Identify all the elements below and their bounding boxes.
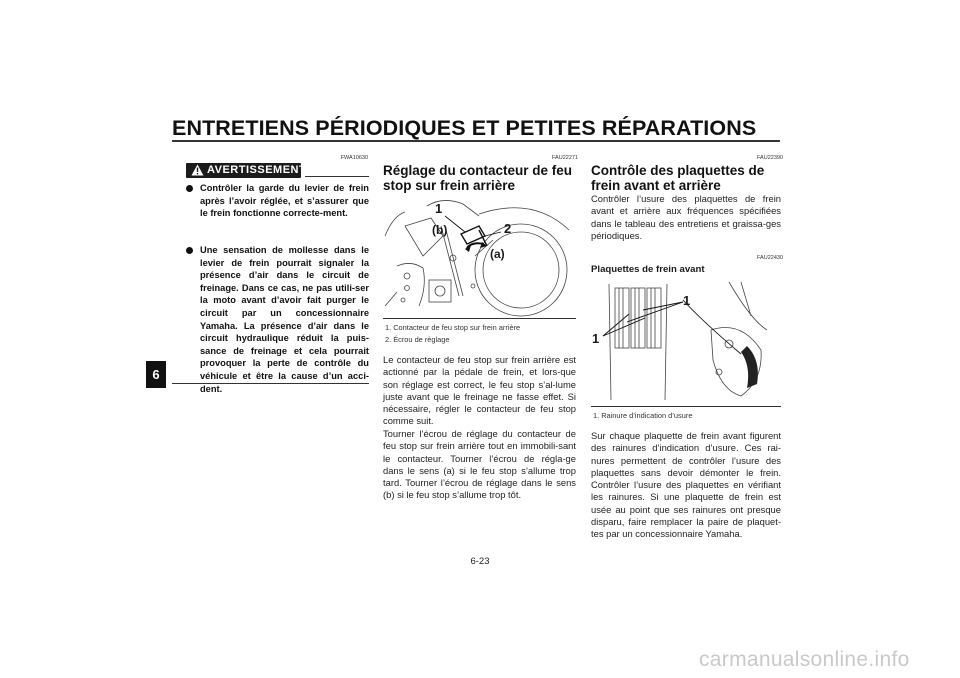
figure-label: (b) bbox=[432, 223, 448, 237]
warning-rule-top bbox=[305, 176, 369, 177]
warning-triangle-icon bbox=[191, 164, 204, 176]
figure-caption: 1. Rainure d’indication d’usure bbox=[593, 411, 693, 420]
warning-rule-bottom bbox=[172, 383, 369, 384]
brake-pad-figure bbox=[591, 280, 781, 404]
warning-bullet-text: Une sensation de mollesse dans le levier de frein pourrait signaler la présence d’air dans le circuit de freinage. Dans ce cas, ne pas utili-ser la moto avant d’avoir fait purger le circuit par un concessionnaire Yamaha. La présence d’air dans le circuit hydraulique réduit la puis-sance de freinage et cela pourrait provoquer la perte de contrôle du véhicule et être la cause d’un acci-dent. bbox=[200, 245, 369, 394]
section-heading: Contrôle des plaquettes de frein avant et arrière bbox=[591, 163, 765, 193]
figure-label: 1 bbox=[435, 201, 443, 216]
figure-caption: 2. Écrou de réglage bbox=[385, 335, 450, 344]
figure-label: 1 bbox=[683, 293, 691, 308]
figure-label: 2 bbox=[504, 221, 512, 236]
figure-rule bbox=[591, 406, 781, 407]
figure-label: 1 bbox=[592, 331, 600, 346]
body-paragraph: Sur chaque plaquette de frein avant figurent des rainures d’indication d’usure. Ces rai-nures permettent de contrôler l’usure des plaquettes sans devoir démonter le frein. Contrôler l’usure des plaquettes en vérifiant les rainures. Si une plaquette de frein est usée au point que ses rainures ont presque disparu, faire remplacer la paire de plaquet-tes par un concessionnaire Yamaha. bbox=[591, 430, 781, 540]
page-title: ENTRETIENS PÉRIODIQUES ET PETITES RÉPARATIONS bbox=[172, 116, 757, 140]
body-paragraph: Contrôler l’usure des plaquettes de frein avant et arrière aux fréquences spécifiées dans le tableau des entretiens et graissa-ges périodiques. bbox=[591, 193, 781, 241]
figure-caption: 1. Contacteur de feu stop sur frein arrière bbox=[385, 323, 521, 332]
body-paragraph: Le contacteur de feu stop sur frein arrière est actionné par la pédale de frein, et lors-que son réglage est correct, le feu stop s’al-lume juste avant que le freinage ne fasse effet. Si nécessaire, régler le contacteur de feu stop comme suit. bbox=[383, 354, 576, 427]
subsection-heading: Plaquettes de frein avant bbox=[591, 264, 705, 275]
warning-code: FWA10630 bbox=[340, 155, 368, 161]
page-number: 6-23 bbox=[470, 556, 490, 567]
figure-rule bbox=[383, 318, 576, 319]
body-paragraph: Tourner l’écrou de réglage du contacteur de feu stop sur frein arrière tout en immobili-sant le contacteur. Tourner l’écrou de régla-ge dans le sens (a) si le feu stop s’allume trop tard. Tourner l’écrou de réglage dans le sens (b) si le feu stop s’allume trop tôt. bbox=[383, 428, 576, 501]
section-code: FAU22271 bbox=[552, 155, 578, 161]
title-rule bbox=[172, 140, 780, 142]
brake-switch-figure bbox=[383, 196, 576, 317]
warning-label: AVERTISSEMENT bbox=[207, 164, 307, 176]
watermark: carmanualsonline.info bbox=[699, 648, 910, 671]
warning-bullet bbox=[186, 244, 369, 394]
subsection-code: FAU22430 bbox=[757, 255, 783, 261]
warning-bullet-text: Contrôler la garde du levier de frein après l’avoir réglée, et s’assurer que le frein fonctionne correcte-ment. bbox=[200, 183, 369, 219]
warning-bullet bbox=[186, 182, 369, 236]
section-code: FAU22390 bbox=[757, 155, 783, 161]
chapter-tab: 6 bbox=[146, 361, 166, 388]
warning-badge bbox=[186, 163, 307, 178]
section-heading: Réglage du contacteur de feu stop sur frein arrière bbox=[383, 163, 573, 193]
bullet-icon bbox=[186, 247, 193, 254]
bullet-icon bbox=[186, 185, 193, 192]
brake-switch-illustration bbox=[383, 196, 576, 317]
figure-label: (a) bbox=[490, 247, 505, 261]
